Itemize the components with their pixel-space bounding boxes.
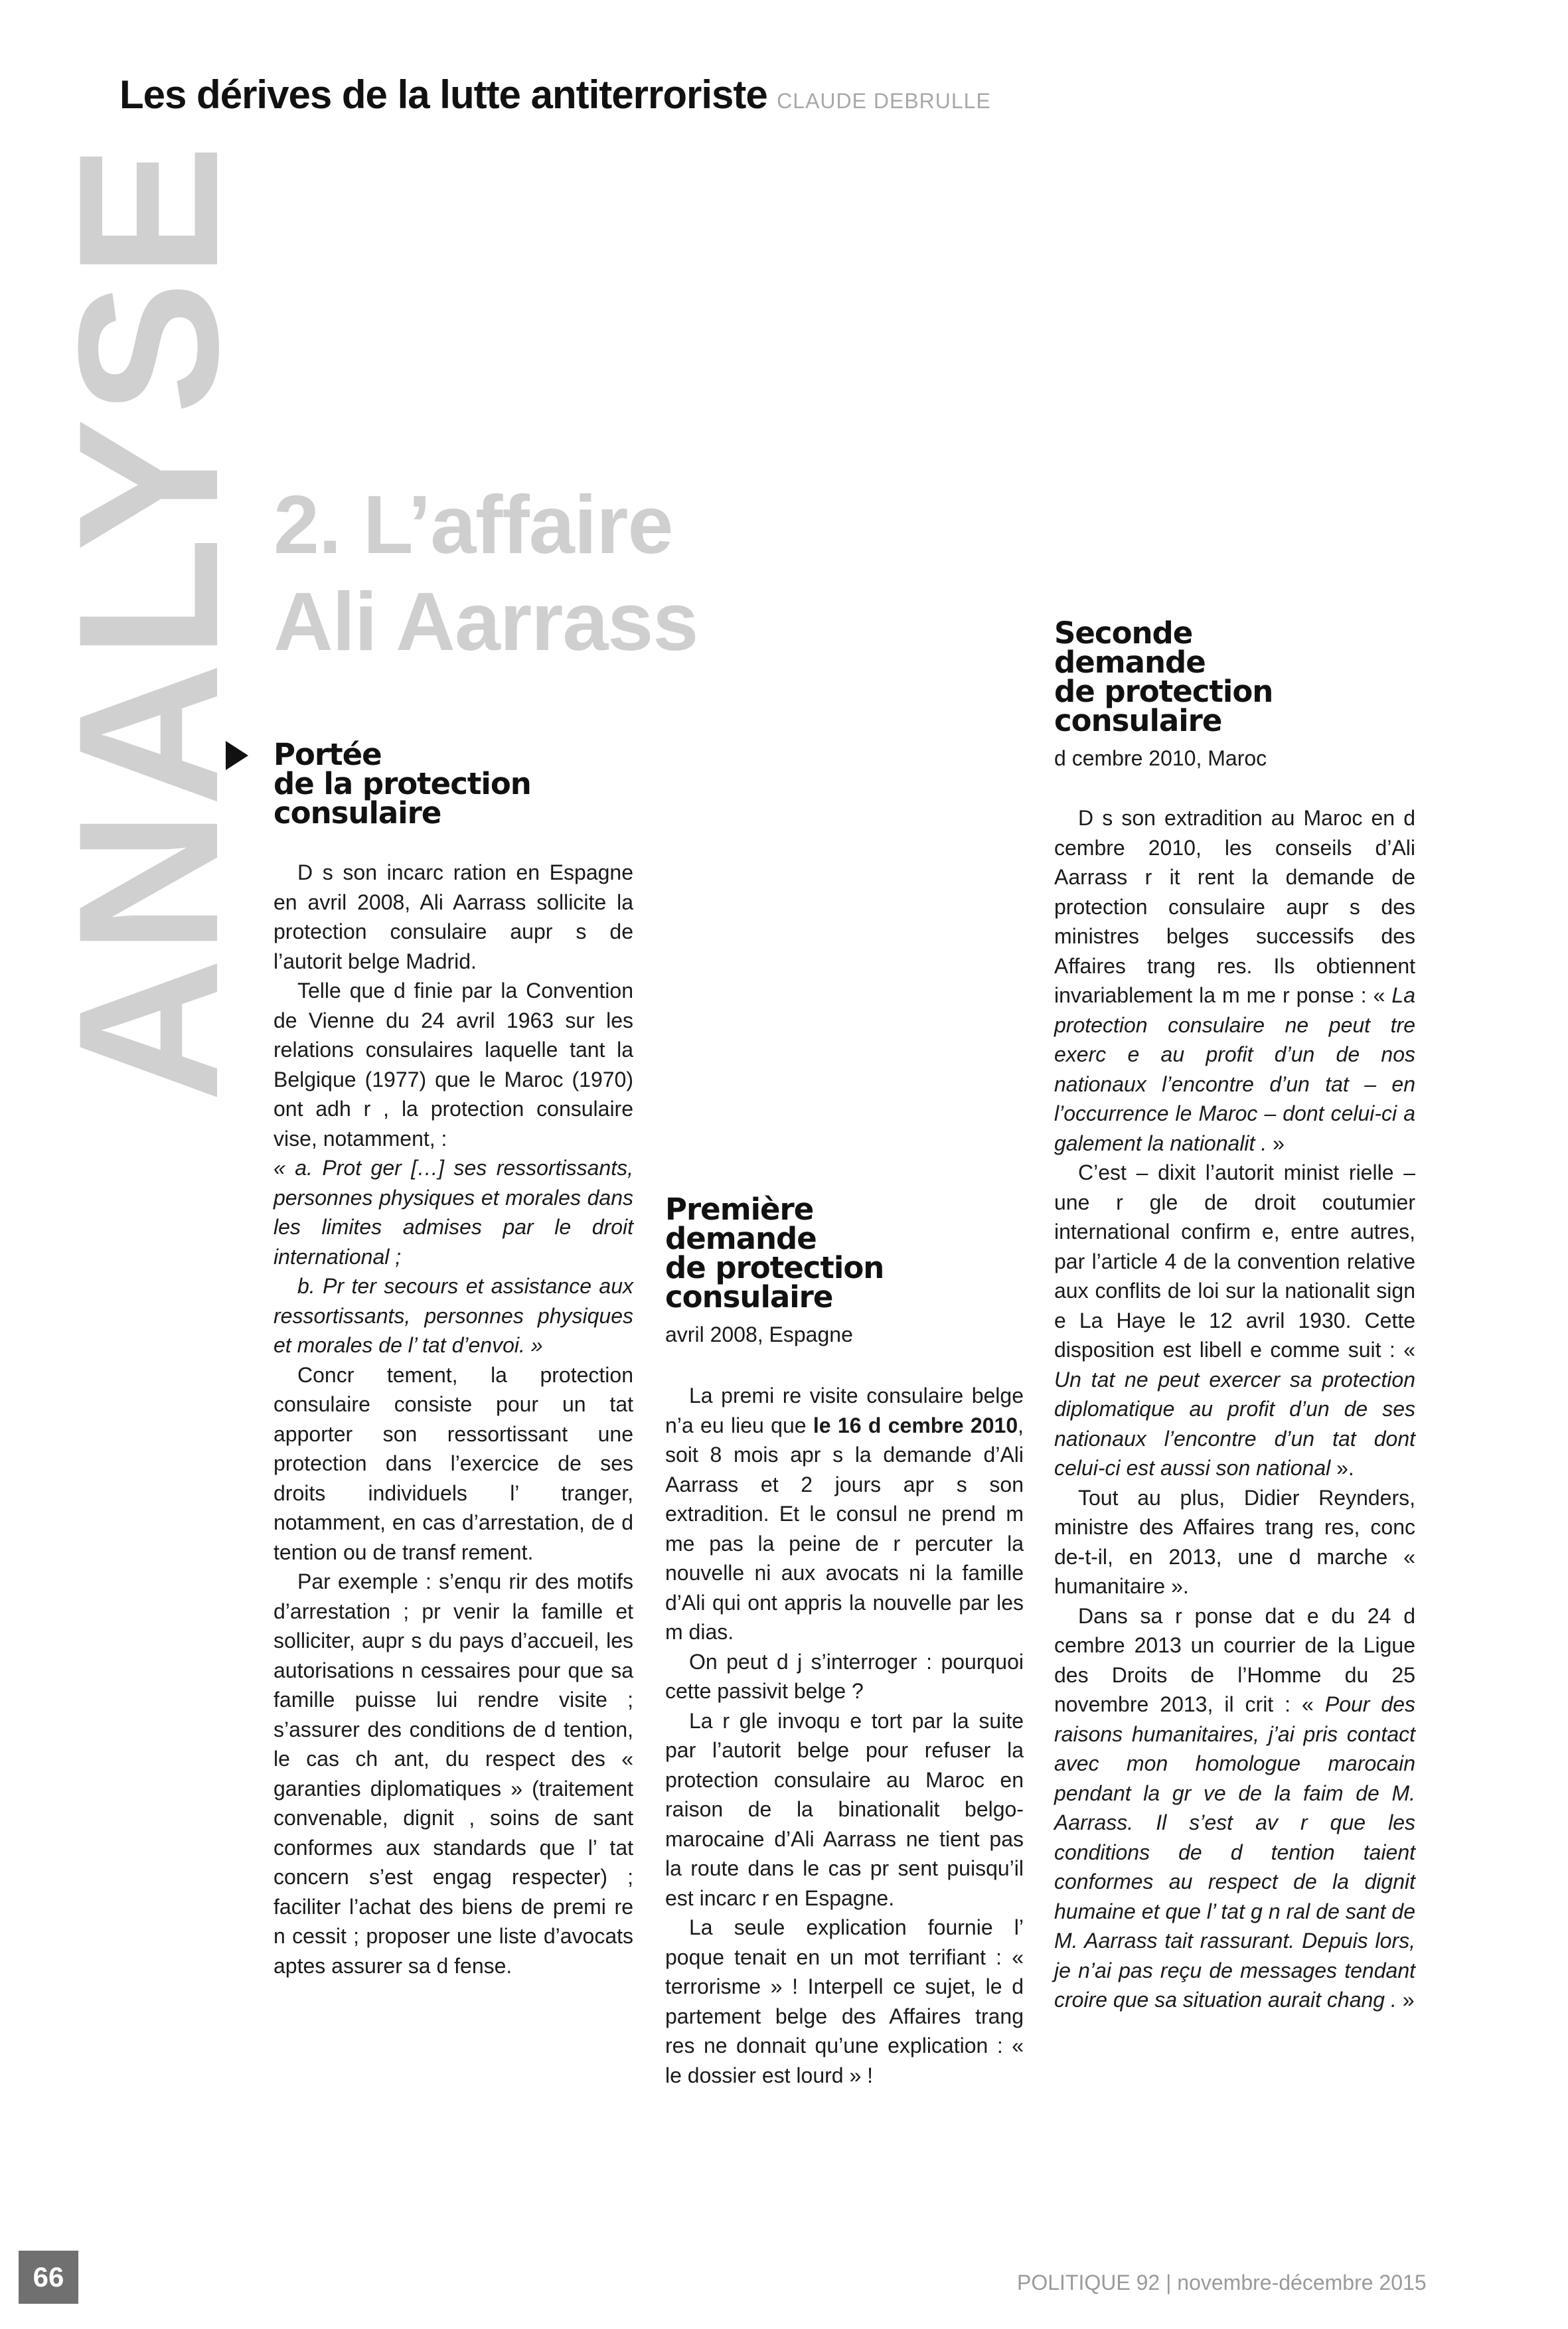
subhead-date-place: avril 2008, Espagne (665, 1323, 853, 1346)
text-run: , soit 8 mois apr s la demande d’Ali Aarrass et 2 jours apr s son extradition. Et le consul ne prend m me pas la peine de r percuter la nouvelle ni aux avocats ni la famille d’Ali qui ont appris la nouvelle par les m dias. (665, 1413, 1024, 1644)
text-run: Dans sa r ponse dat e du 24 d cembre 2013 un courrier de la Ligue des Droits de l’Homme du 25 novembre 2013, il crit : « (1054, 1603, 1415, 1716)
paragraph (1054, 803, 1415, 1158)
page-number-badge (19, 2251, 78, 2304)
text-run: » (1267, 1131, 1285, 1155)
italic-quote: Un tat ne peut exercer sa protection diplomatique au profit d’un de ses nationaux l’encontre d’un tat dont celui-ci est aussi son national (1054, 1367, 1415, 1480)
paragraph: Tout au plus, Didier Reynders, ministre des Affaires trang res, conc de-t-il, en 2013, une d marche « humanitaire ». (1054, 1485, 1415, 1598)
paragraph: Concr tement, la protection consulaire consiste pour un tat apporter son ressortissant une protection dans l’exercice de ses droits individuels l’ tranger, notamment, en cas d’arrestation, de d tention ou de transf rement. (274, 1362, 633, 1564)
subhead-line: Première (665, 1192, 814, 1227)
subhead-line: consulaire (1054, 703, 1222, 738)
subhead-portee (274, 737, 645, 831)
subhead-line: consulaire (274, 795, 441, 831)
paragraph: Telle que d finie par la Convention de Vienne du 24 avril 1963 sur les relations consulaires laquelle tant la Belgique (1977) que le Maroc (1970) ont adh r , la protection consulaire vise, notamment, : (274, 979, 633, 1151)
subhead-line: consulaire (665, 1279, 833, 1315)
paragraph: D s son incarc ration en Espagne en avril 2008, Ali Aarrass sollicite la protection consulaire aupr s de l’autorit belge Madrid. (274, 860, 633, 973)
paragraph (1054, 1158, 1415, 1483)
page-number: 66 (33, 2261, 64, 2292)
subhead-line: de protection (665, 1250, 884, 1285)
paragraph: La seule explication fournie l’ poque tenait en un mot terrifiant : « terrorisme » ! Interpell ce sujet, le d partement belge des Affaires trang res ne donnait qu’une explication : « le dossier est lourd » ! (665, 1915, 1024, 2087)
subhead-line: demande (665, 1221, 817, 1256)
paragraph: On peut d j s’interroger : pourquoi cette passivit belge ? (665, 1649, 1024, 1703)
running-title: Les dérives de la lutte antiterroriste (119, 72, 767, 117)
quote-paragraph: b. Pr ter secours et assistance aux ressortissants, personnes physiques et morales de l’ tat d’envoi. » (274, 1274, 633, 1357)
text-run: D s son extradition au Maroc en d cembre 2010, les conseils d’Ali Aarrass r it rent la demande de protection consulaire aupr s des ministres belges successifs des Affaires trang res. Ils obtiennent invariablement la m me r ponse : « (1054, 806, 1415, 1007)
paragraph (1054, 1601, 1415, 2015)
article-title-line-1: 2. L’affaire (274, 479, 673, 571)
subhead-line: Portée (274, 737, 382, 772)
subhead-seconde-demande (1054, 615, 1426, 738)
bold-date: le 16 d cembre 2010 (813, 1413, 1018, 1437)
subhead-line: de protection (1054, 674, 1273, 709)
quote-paragraph: « a. Prot ger […] ses ressortissants, personnes physiques et morales dans les limites admises par le droit international ; (274, 1156, 633, 1269)
italic-quote: La protection consulaire ne peut tre exerc e au profit d’un de nos nationaux l’encontre d’un tat – en l’occurrence le Maroc – dont celui-ci a galement la nationalit . (1054, 983, 1415, 1155)
article-title-line-2: Ali Aarrass (274, 576, 698, 668)
subhead-line: de la protection (274, 766, 531, 801)
subhead-date-place: d cembre 2010, Maroc (1054, 746, 1267, 770)
triangle-arrow-icon (226, 741, 248, 770)
italic-quote: Pour des raisons humanitaires, j’ai pris contact avec mon homologue marocain pendant la gr ve de la faim de M. Aarrass. Il s’est av r que les conditions de d tention taient conformes au respect de la dignit humaine et que l’ tat g n ral de sant de M. Aarrass tait rassurant. Depuis lors, je n’ai pas reçu de messages tendant croire que sa situation aurait chang . (1054, 1692, 1416, 2012)
column-2 (665, 1381, 1024, 2090)
column-1 (274, 858, 633, 1980)
subhead-line: Seconde (1054, 615, 1193, 651)
text-run: La premi re visite consulaire belge n’a eu lieu que (665, 1384, 1024, 1437)
text-run: C’est – dixit l’autorit minist rielle – une r gle de droit coutumier international confirm e, entre autres, par l’article 4 de la convention relative aux conflits de loi sur la nationalit sign e La Haye le 12 avril 1930. Cette disposition est libell e comme suit : « (1054, 1161, 1415, 1362)
paragraph (665, 1381, 1024, 1647)
column-3 (1054, 803, 1415, 2015)
publication-footer: POLITIQUE 92 | novembre-décembre 2015 (1017, 2271, 1427, 2294)
article-title (274, 477, 738, 671)
page-header (119, 72, 991, 118)
author-name: CLAUDE DEBRULLE (777, 89, 991, 113)
section-label: ANALYSE (37, 141, 260, 1102)
text-run: » (1396, 1988, 1415, 2012)
subhead-premiere-demande (665, 1192, 1037, 1315)
paragraph: La r gle invoqu e tort par la suite par l’autorit belge pour refuser la protection consulaire au Maroc en raison de la binationalit belgo-marocaine d’Ali Aarrass ne tient pas la route dans le cas pr sent puisqu’il est incarc r en Espagne. (665, 1708, 1024, 1910)
text-run: ». (1330, 1456, 1354, 1480)
subhead-line: demande (1054, 645, 1206, 680)
paragraph: Par exemple : s’enqu rir des motifs d’arrestation ; pr venir la famille et solliciter, aupr s du pays d’accueil, les autorisations n cessaires pour que sa famille puisse lui rendre visite ; s’assurer des conditions de d tention, le cas ch ant, du respect des « garanties diplomatiques » (traitement convenable, dignit , soins de sant conformes aux standards que l’ tat concern s’est engag respecter) ; faciliter l’achat des biens de premi re n cessit ; proposer une liste d’avocats aptes assurer sa d fense. (274, 1569, 633, 1978)
